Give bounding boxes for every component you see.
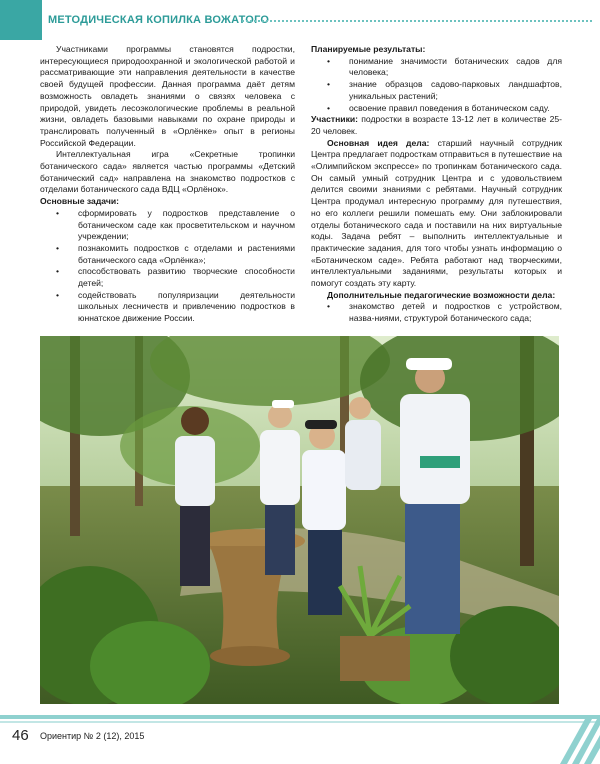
bullet-icon: • — [327, 301, 331, 312]
bullet-icon: • — [56, 207, 60, 218]
bullet-icon: • — [327, 55, 331, 66]
paragraph-game: Интеллектуальная игра «Секретные тропинки ботанического сада» является частью программы «Детский ботанический сад» направлена на знакомство подростков с отделами ботанического сада ВДЦ «Орлёнок». — [40, 149, 295, 195]
footer-band — [0, 715, 600, 719]
idea-text: старший научный сотрудник Центра предлагает подросткам отправиться в путешествие на «Олимпийском экспрессе» по тропинкам ботанического сада. Он самый умный сотрудник Центра и с удовольствием делится своими знаниями с ребятами. Научный сотрудник Центра продумал интересную программу для путешествия, но его коллеги решили помешать ему. Они заблокировали отделы ботанического сада и поставили на них виртуальные коды. Задача ребят – выполнить интеллектуальные и практические задания, для того чтобы узнать информацию о «Ботаническом саде». Ребята работают над творческими, интеллектуальными заданиями, результаты которых и помогут создать эту карту. — [311, 137, 562, 289]
extra-item — [311, 301, 562, 324]
task-item — [40, 243, 295, 266]
task-item — [40, 290, 295, 325]
bullet-icon: • — [56, 289, 60, 300]
result-text: знание образцов садово-парковых ландшафтов, уникальных растений; — [349, 79, 562, 101]
results-heading: Планируемые результаты: — [311, 44, 426, 54]
task-item — [40, 266, 295, 289]
result-text: понимание значимости ботанических садов для человека; — [349, 55, 562, 78]
result-item — [311, 79, 562, 102]
result-text: освоение правил поведения в ботаническом саду. — [349, 102, 550, 113]
page-number: 46 — [12, 727, 29, 744]
extra-heading: Дополнительные педагогические возможности дела: — [327, 289, 556, 300]
participants-label: Участники: — [311, 114, 359, 125]
botanical-garden-photo — [40, 336, 559, 704]
bullet-icon: • — [56, 266, 60, 277]
header-color-block — [0, 0, 42, 40]
idea-paragraph — [311, 138, 562, 290]
bullet-icon: • — [327, 102, 331, 113]
participants-paragraph — [311, 114, 562, 137]
bullet-icon: • — [327, 79, 331, 90]
left-column — [40, 44, 295, 325]
result-item — [311, 103, 562, 115]
corner-stripes-decoration — [540, 719, 600, 764]
task-text: содействовать популяризации деятельности школьных лесничеств и привлечению подростков в юннатское движение России. — [78, 289, 295, 324]
extra-text: знакомство детей и подростков с устройством, назва-ниями, структурой ботанического сада; — [349, 301, 562, 324]
task-item — [40, 208, 295, 243]
result-item — [311, 56, 562, 79]
task-text: сформировать у подростков представление о ботаническом саде как просветительском и научном учреждении; — [78, 207, 295, 242]
tasks-heading: Основные задачи: — [40, 196, 119, 207]
section-title: МЕТОДИЧЕСКАЯ КОПИЛКА ВОЖАТОГО — [48, 14, 270, 26]
bullet-icon: • — [56, 242, 60, 253]
footer-band-light — [0, 721, 600, 723]
issue-label: Ориентир № 2 (12), 2015 — [40, 731, 145, 741]
right-column — [311, 44, 562, 325]
task-text: познакомить подростков с отделами и растениями ботанического сада «Орлёнка»; — [78, 242, 295, 265]
header-dotted-rule — [242, 20, 592, 22]
participants-text: подростки в возрасте 13-12 лет в количестве 25-20 человек. — [311, 114, 562, 136]
paragraph-participants: Участниками программы становятся подростки, интересующиеся природоохранной и экологической работой и рассматривающие эти направления деятельности в качестве своей будущей профессии. Данная программа даёт детям возможность овладеть знаниями о связях человека с природой, увидеть лесоэкологические проблемы в реальной жизни, овладеть базовыми навыками по охране природы и транслировать полученный в «Орлёнке» опыт в регионы Российской Федерации. — [40, 44, 295, 148]
idea-label: Основная идея дела: — [327, 137, 430, 148]
task-text: способствовать развитию творческие способности детей; — [78, 266, 295, 289]
